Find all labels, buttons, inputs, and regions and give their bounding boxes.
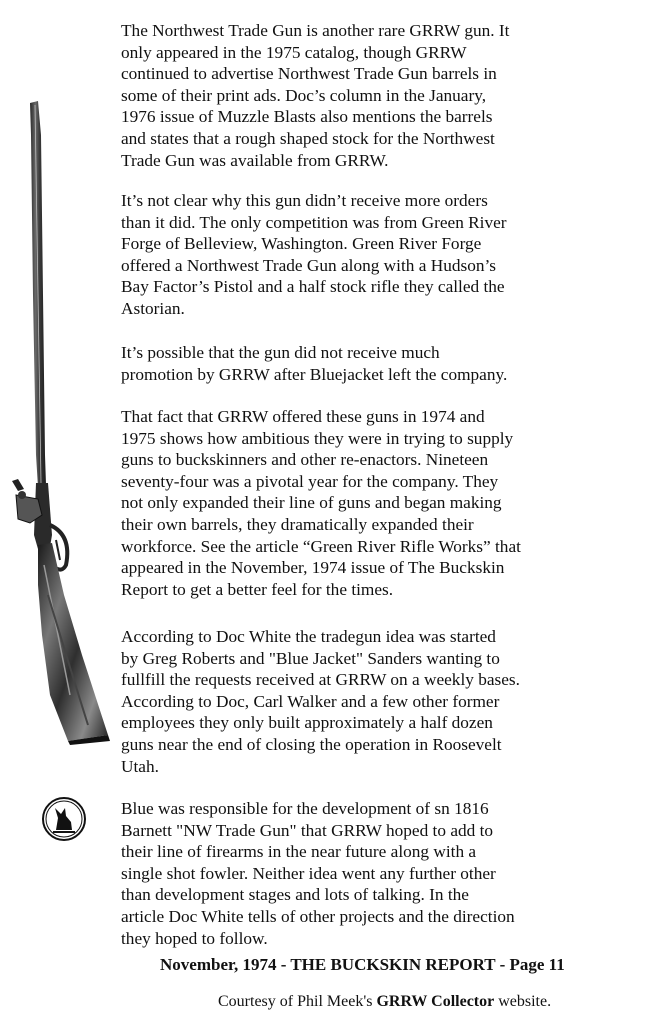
paragraph-4	[121, 406, 646, 600]
wolf-emblem-icon	[41, 796, 87, 842]
text-line: single shot fowler. Neither idea went any further other	[121, 863, 496, 883]
text-line: Barnett "NW Trade Gun" that GRRW hoped to add to	[121, 820, 494, 840]
text-line: guns to buckskinners and other re-enactors. Nineteen	[121, 450, 489, 470]
text-line: The Northwest Trade Gun is another rare GRRW gun. It	[121, 21, 510, 40]
text-line: their line of firearms in the near future along with a	[121, 842, 477, 862]
text-line: Trade Gun was available from GRRW.	[121, 150, 389, 170]
text-line: Blue was responsible for the development of sn 1816	[121, 799, 489, 818]
paragraph-1	[121, 20, 646, 171]
paragraph-3	[121, 342, 646, 385]
text-line: According to Doc White the tradegun idea was started	[121, 627, 496, 646]
text-line: According to Doc, Carl Walker and a few other former	[121, 691, 500, 711]
text-line: and states that a rough shaped stock for the Northwest	[121, 128, 495, 148]
text-line: Report to get a better feel for the times.	[121, 579, 394, 599]
text-line: continued to advertise Northwest Trade Gun barrels in	[121, 64, 497, 84]
text-line: than it did. The only competition was from Green River	[121, 212, 507, 232]
text-line: fullfill the requests received at GRRW on a weekly bases.	[121, 670, 520, 690]
text-line: It’s possible that the gun did not receive much	[121, 343, 440, 362]
text-line: appeared in the November, 1974 issue of The Buckskin	[121, 558, 505, 578]
text-line: Utah.	[121, 756, 159, 776]
text-line: Forge of Belleview, Washington. Green River Forge	[121, 234, 482, 254]
text-line: not only expanded their line of guns and began making	[121, 493, 502, 513]
text-line: 1976 issue of Muzzle Blasts also mentions the barrels	[121, 107, 493, 127]
text-line: article Doc White tells of other projects and the direction	[121, 906, 515, 926]
courtesy-suffix: website.	[494, 993, 552, 1010]
text-line: by Greg Roberts and "Blue Jacket" Sanders wanting to	[121, 648, 500, 668]
text-line: than development stages and lots of talking. In the	[121, 885, 469, 905]
text-line: Bay Factor’s Pistol and a half stock rifle they called the	[121, 277, 505, 297]
text-line: 1975 shows how ambitious they were in trying to supply	[121, 428, 514, 448]
text-line: their own barrels, they dramatically expanded their	[121, 514, 474, 534]
trade-gun-illustration	[8, 95, 118, 745]
text-line: only appeared in the 1975 catalog, though GRRW	[121, 42, 467, 62]
text-line: they hoped to follow.	[121, 928, 268, 948]
paragraph-6	[121, 798, 646, 949]
text-line: guns near the end of closing the operation in Roosevelt	[121, 734, 502, 754]
paragraph-5	[121, 626, 646, 777]
text-line: It’s not clear why this gun didn’t receive more orders	[121, 191, 488, 210]
text-line: Astorian.	[121, 298, 185, 318]
source-citation: November, 1974 - THE BUCKSKIN REPORT - Page 11	[160, 955, 565, 974]
text-line: some of their print ads. Doc’s column in the January,	[121, 85, 487, 105]
text-line: workforce. See the article “Green River Rifle Works” that	[121, 536, 521, 556]
text-line: employees they only built approximately a half dozen	[121, 713, 493, 733]
text-line: promotion by GRRW after Bluejacket left the company.	[121, 364, 508, 384]
text-line: seventy-four was a pivotal year for the company. They	[121, 471, 499, 491]
text-line: That fact that GRRW offered these guns in 1974 and	[121, 407, 485, 426]
courtesy-prefix: Courtesy of Phil Meek's	[218, 993, 377, 1010]
text-line: offered a Northwest Trade Gun along with a Hudson’s	[121, 255, 497, 275]
courtesy-line	[218, 993, 648, 1011]
paragraph-2	[121, 190, 646, 320]
collector-site-name: GRRW Collector	[376, 993, 495, 1010]
